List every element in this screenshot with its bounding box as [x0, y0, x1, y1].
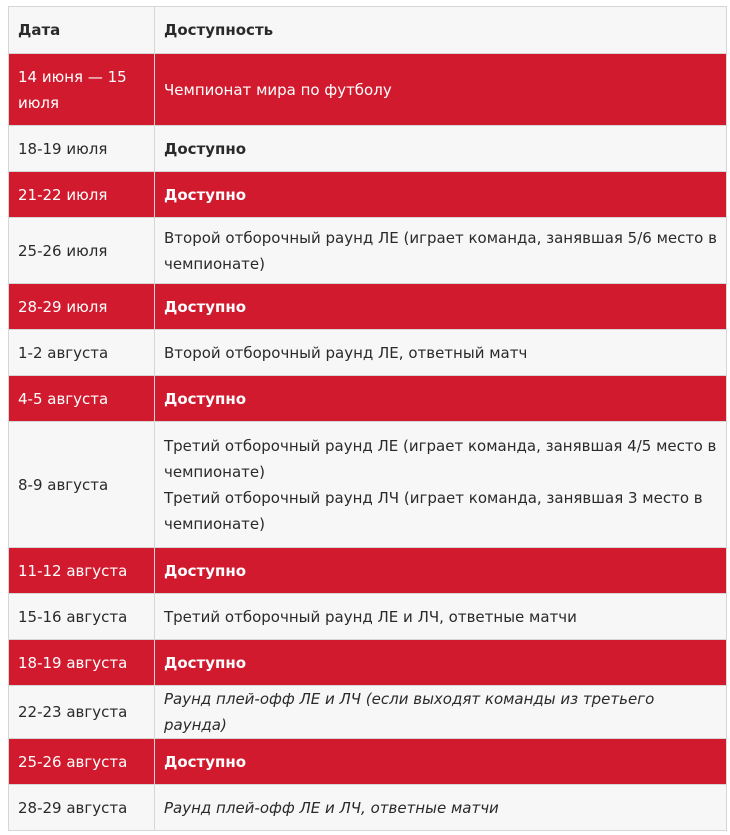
- row-availability: [155, 686, 727, 739]
- row-availability: [155, 126, 727, 172]
- row-availability: [155, 422, 727, 548]
- availability-text: Доступно: [164, 185, 247, 204]
- table-row: [9, 686, 727, 739]
- row-availability: [155, 172, 727, 218]
- availability-text: Доступно: [164, 139, 247, 158]
- row-availability: [155, 284, 727, 330]
- availability-text: Третий отборочный раунд ЛЕ (играет команда, занявшая 4/5 место в чемпионате): [164, 436, 717, 481]
- row-availability: [155, 218, 727, 284]
- availability-text: Доступно: [164, 561, 247, 580]
- row-date: 4-5 августа: [9, 376, 155, 422]
- table-row: [9, 172, 727, 218]
- table-body: [9, 54, 727, 831]
- table-row: [9, 54, 727, 126]
- table-row: [9, 376, 727, 422]
- table-row: [9, 218, 727, 284]
- row-date: 11-12 августа: [9, 548, 155, 594]
- table-row: [9, 739, 727, 785]
- row-date: 22-23 августа: [9, 686, 155, 739]
- schedule-table-container: [8, 6, 726, 831]
- row-availability: [155, 594, 727, 640]
- row-availability: [155, 330, 727, 376]
- row-date: 1-2 августа: [9, 330, 155, 376]
- row-date: 25-26 августа: [9, 739, 155, 785]
- row-date: 28-29 июля: [9, 284, 155, 330]
- availability-text: Второй отборочный раунд ЛЕ, ответный матч: [164, 343, 528, 362]
- row-date: 18-19 августа: [9, 640, 155, 686]
- row-availability: [155, 376, 727, 422]
- row-date: 18-19 июля: [9, 126, 155, 172]
- row-availability: [155, 548, 727, 594]
- availability-text: Второй отборочный раунд ЛЕ (играет команда, занявшая 5/6 место в чемпионате): [164, 228, 717, 273]
- table-header-row: [9, 7, 727, 54]
- row-availability: [155, 785, 727, 831]
- table-row: [9, 284, 727, 330]
- availability-text: Чемпионат мира по футболу: [164, 80, 392, 99]
- row-date: 8-9 августа: [9, 422, 155, 548]
- availability-text: Раунд плей-офф ЛЕ и ЛЧ, ответные матчи: [164, 798, 499, 817]
- availability-text: Доступно: [164, 297, 247, 316]
- row-availability: [155, 640, 727, 686]
- availability-text: Третий отборочный раунд ЛЕ и ЛЧ, ответные матчи: [164, 607, 577, 626]
- header-availability: Доступность: [155, 7, 727, 54]
- table-row: [9, 422, 727, 548]
- availability-text: Доступно: [164, 389, 247, 408]
- row-date: 15-16 августа: [9, 594, 155, 640]
- row-date: 21-22 июля: [9, 172, 155, 218]
- table-row: [9, 785, 727, 831]
- table-row: [9, 330, 727, 376]
- schedule-table: [8, 6, 727, 831]
- table-row: [9, 594, 727, 640]
- row-date: 28-29 августа: [9, 785, 155, 831]
- table-row: [9, 548, 727, 594]
- availability-text: Раунд плей-офф ЛЕ и ЛЧ (если выходят команды из третьего раунда): [164, 690, 655, 734]
- row-availability: [155, 54, 727, 126]
- table-row: [9, 126, 727, 172]
- availability-text: Доступно: [164, 752, 247, 771]
- row-availability: [155, 739, 727, 785]
- header-date: Дата: [9, 7, 155, 54]
- table-row: [9, 640, 727, 686]
- row-date: 14 июня — 15 июля: [9, 54, 155, 126]
- row-date: 25-26 июля: [9, 218, 155, 284]
- availability-text: Доступно: [164, 653, 247, 672]
- availability-text: Третий отборочный раунд ЛЧ (играет команда, занявшая 3 место в чемпионате): [164, 488, 703, 533]
